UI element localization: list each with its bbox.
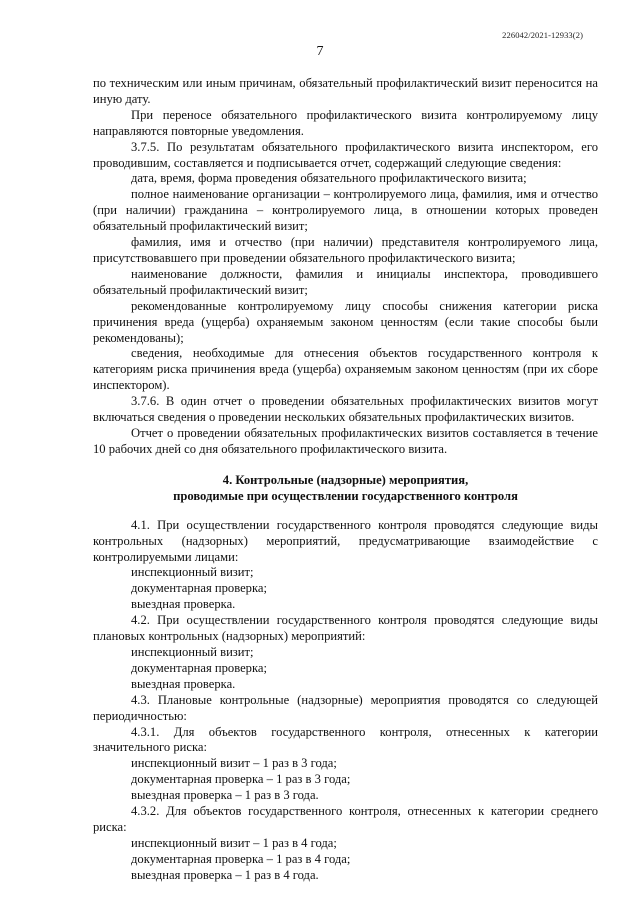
section-heading-line2: проводимые при осуществлении государственного контроля <box>173 488 518 503</box>
list-item: инспекционный визит – 1 раз в 3 года; <box>131 756 337 771</box>
paragraph: дата, время, форма проведения обязательного профилактического визита; <box>131 171 527 186</box>
paragraph: 3.7.6. В один отчет о проведении обязательных профилактических визитов могут включаться сведения о проведении нескольких обязательных профилактических визитов. <box>93 394 598 425</box>
paragraph: фамилия, имя и отчество (при наличии) представителя контролируемого лица, присутствовавшего при проведении обязательного профилактического визита; <box>93 235 598 265</box>
list-item: документарная проверка; <box>131 581 267 596</box>
list-item: выездная проверка. <box>131 676 236 691</box>
list-item: выездная проверка – 1 раз в 3 года. <box>131 788 319 803</box>
paragraph: 4.3. Плановые контрольные (надзорные) мероприятия проводятся со следующей периодичностью: <box>93 692 598 723</box>
list-item: выездная проверка – 1 раз в 4 года. <box>131 867 319 882</box>
paragraph: При переносе обязательного профилактического визита контролируемому лицу направляются повторные уведомления. <box>93 107 598 138</box>
list-item: документарная проверка – 1 раз в 4 года; <box>131 851 351 866</box>
section-heading <box>93 472 598 504</box>
document-body <box>93 76 598 884</box>
list-item: инспекционный визит – 1 раз в 4 года; <box>131 835 337 850</box>
list-item: инспекционный визит; <box>131 565 254 580</box>
page-number: 7 <box>316 44 324 59</box>
document-code: 226042/2021-12933(2) <box>502 30 583 40</box>
paragraph: 4.3.2. Для объектов государственного контроля, отнесенных к категории среднего риска: <box>93 804 598 834</box>
paragraph: по техническим или иным причинам, обязательный профилактический визит переносится на иную дату. <box>93 76 598 106</box>
list-item: выездная проверка. <box>131 597 236 612</box>
list-item: документарная проверка; <box>131 660 267 675</box>
list-item: документарная проверка – 1 раз в 3 года; <box>131 772 351 787</box>
paragraph: сведения, необходимые для отнесения объектов государственного контроля к категориям риска причинения вреда (ущерба) охраняемым законом ценностям (при их сборе инспектором). <box>93 346 598 393</box>
paragraph: наименование должности, фамилия и инициалы инспектора, проводившего обязательный профилактический визит; <box>93 266 598 297</box>
paragraph: 4.1. При осуществлении государственного контроля проводятся следующие виды контрольных (надзорных) мероприятий, предусматривающие взаимодействие с контролируемыми лицами: <box>93 517 598 564</box>
section-heading-line1: 4. Контрольные (надзорные) мероприятия, <box>222 472 469 487</box>
paragraph: полное наименование организации – контролируемого лица, фамилия, имя и отчество (при наличии) гражданина – контролируемого лица, в отношении которых проведен обязательный профилактический визит; <box>93 187 598 234</box>
paragraph: 4.2. При осуществлении государственного контроля проводятся следующие виды плановых контрольных (надзорных) мероприятий: <box>93 613 598 644</box>
list-item: инспекционный визит; <box>131 645 254 659</box>
paragraph: рекомендованные контролируемому лицу способы снижения категории риска причинения вреда (ущерба) охраняемым законом ценностям (если такие способы были рекомендованы); <box>93 298 598 345</box>
paragraph: 3.7.5. По результатам обязательного профилактического визита инспектором, его проводившим, составляется и подписывается отчет, содержащий следующие сведения: <box>93 139 598 170</box>
paragraph: 4.3.1. Для объектов государственного контроля, отнесенных к категории значительного риска: <box>93 724 598 755</box>
paragraph: Отчет о проведении обязательных профилактических визитов составляется в течение 10 рабочих дней со дня обязательного профилактического визита. <box>93 425 598 456</box>
